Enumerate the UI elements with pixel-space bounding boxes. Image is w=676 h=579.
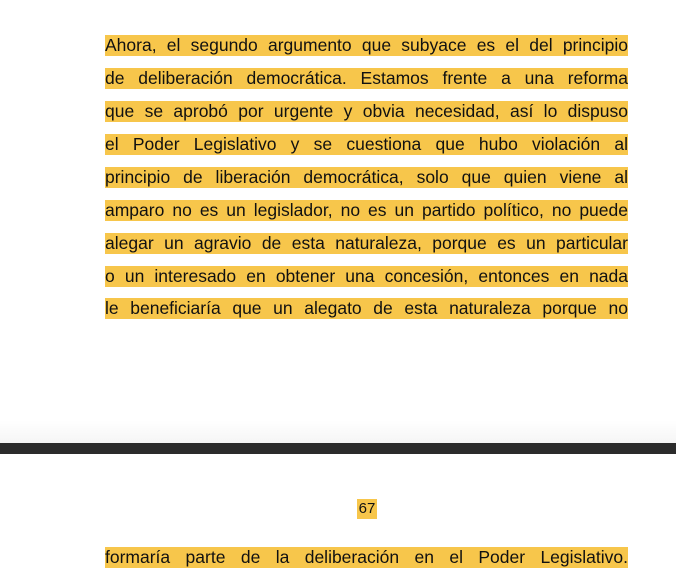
text-line: principio de liberación democrática, solo que quien viene al <box>105 167 628 187</box>
text-line: de deliberación democrática. Estamos frente a una reforma <box>105 68 628 88</box>
text-line: le beneficiaría que un alegato de esta naturaleza porque no <box>105 298 628 318</box>
text-line: amparo no es un legislador, no es un partido político, no puede <box>105 200 628 220</box>
text-line: que se aprobó por urgente y obvia necesidad, así lo dispuso <box>105 101 628 121</box>
text-line: el Poder Legislativo y se cuestiona que hubo violación al <box>105 134 628 154</box>
page-separator <box>0 443 676 454</box>
text-line: Ahora, el segundo argumento que subyace es el del principio <box>105 35 628 55</box>
text-line: alegar un agravio de esta naturaleza, porque es un particular <box>105 233 628 253</box>
page-edge-shadow <box>0 420 676 443</box>
page-number: 67 <box>358 500 376 517</box>
text-line: o un interesado en obtener una concesión, entonces en nada <box>105 266 628 286</box>
text-line: formaría parte de la deliberación en el Poder Legislativo. <box>105 547 628 567</box>
